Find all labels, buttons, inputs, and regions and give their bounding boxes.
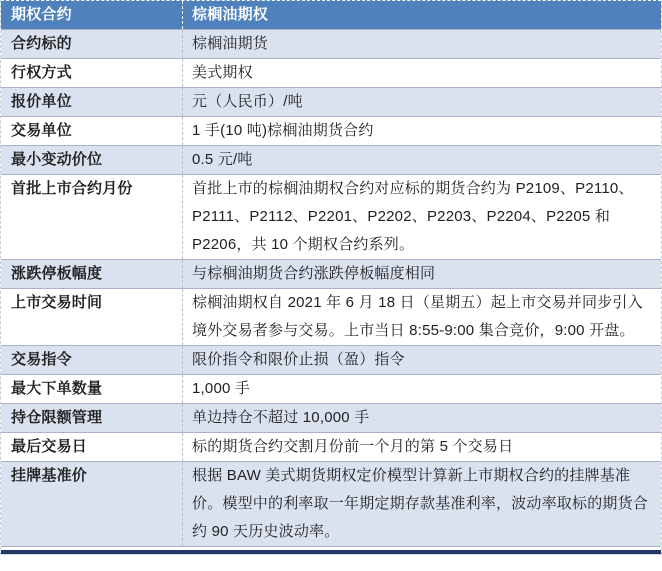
row-label: 持仓限额管理 (1, 404, 183, 432)
table-row (1, 87, 661, 116)
row-label: 涨跌停板幅度 (1, 260, 183, 288)
table-row (1, 259, 661, 288)
row-label: 行权方式 (1, 59, 183, 87)
row-value: 根据 BAW 美式期货期权定价模型计算新上市期权合约的挂牌基准价。模型中的利率取一年期定期存款基准利率，波动率取标的期货合约 90 天历史波动率。 (192, 467, 649, 540)
row-value: 1,000 手 (192, 380, 251, 397)
row-value: 标的期货合约交割月份前一个月的第 5 个交易日 (192, 438, 514, 455)
table-bottom-shadow-line (1, 554, 661, 555)
row-label: 交易指令 (1, 346, 183, 374)
table-row (1, 145, 661, 174)
row-label: 合约标的 (1, 30, 183, 58)
header-term-column: 期权合约 (1, 1, 183, 29)
table-row (1, 374, 661, 403)
row-label: 挂牌基准价 (1, 462, 183, 546)
row-value: 与棕榈油期货合约涨跌停板幅度相同 (192, 265, 436, 282)
row-label: 上市交易时间 (1, 289, 183, 345)
header-product-column: 棕榈油期权 (192, 6, 269, 23)
table-row (1, 432, 661, 461)
row-value: 0.5 元/吨 (192, 151, 253, 168)
row-label: 报价单位 (1, 88, 183, 116)
row-value: 棕榈油期权自 2021 年 6 月 18 日（星期五）起上市交易并同步引入境外交易者参与交易。上市当日 8:55-9:00 集合竞价，9:00 开盘。 (192, 294, 643, 339)
table-row (1, 116, 661, 145)
row-value: 棕榈油期货 (192, 35, 269, 52)
row-value: 美式期权 (192, 64, 253, 81)
row-value: 限价指令和限价止损（盈）指令 (192, 351, 405, 368)
row-label: 最大下单数量 (1, 375, 183, 403)
row-value: 元（人民币）/吨 (192, 93, 303, 110)
row-label: 交易单位 (1, 117, 183, 145)
table-bottom-border (1, 546, 661, 554)
row-value: 首批上市的棕榈油期权合约对应标的期货合约为 P2109、P2110、P2111、P2112、P2201、P2202、P2203、P2204、P2205 和 P2206，共 10 个期权合约系列。 (192, 180, 634, 253)
table-row (1, 29, 661, 58)
table-row (1, 288, 661, 345)
row-value: 1 手(10 吨)棕榈油期货合约 (192, 122, 374, 139)
table-row (1, 345, 661, 374)
table-body (1, 29, 661, 546)
table-row (1, 403, 661, 432)
row-value: 单边持仓不超过 10,000 手 (192, 409, 370, 426)
table-row (1, 461, 661, 546)
row-label: 首批上市合约月份 (1, 175, 183, 259)
table-header-row (1, 0, 661, 29)
table-row (1, 174, 661, 259)
table-row (1, 58, 661, 87)
row-label: 最后交易日 (1, 433, 183, 461)
row-label: 最小变动价位 (1, 146, 183, 174)
